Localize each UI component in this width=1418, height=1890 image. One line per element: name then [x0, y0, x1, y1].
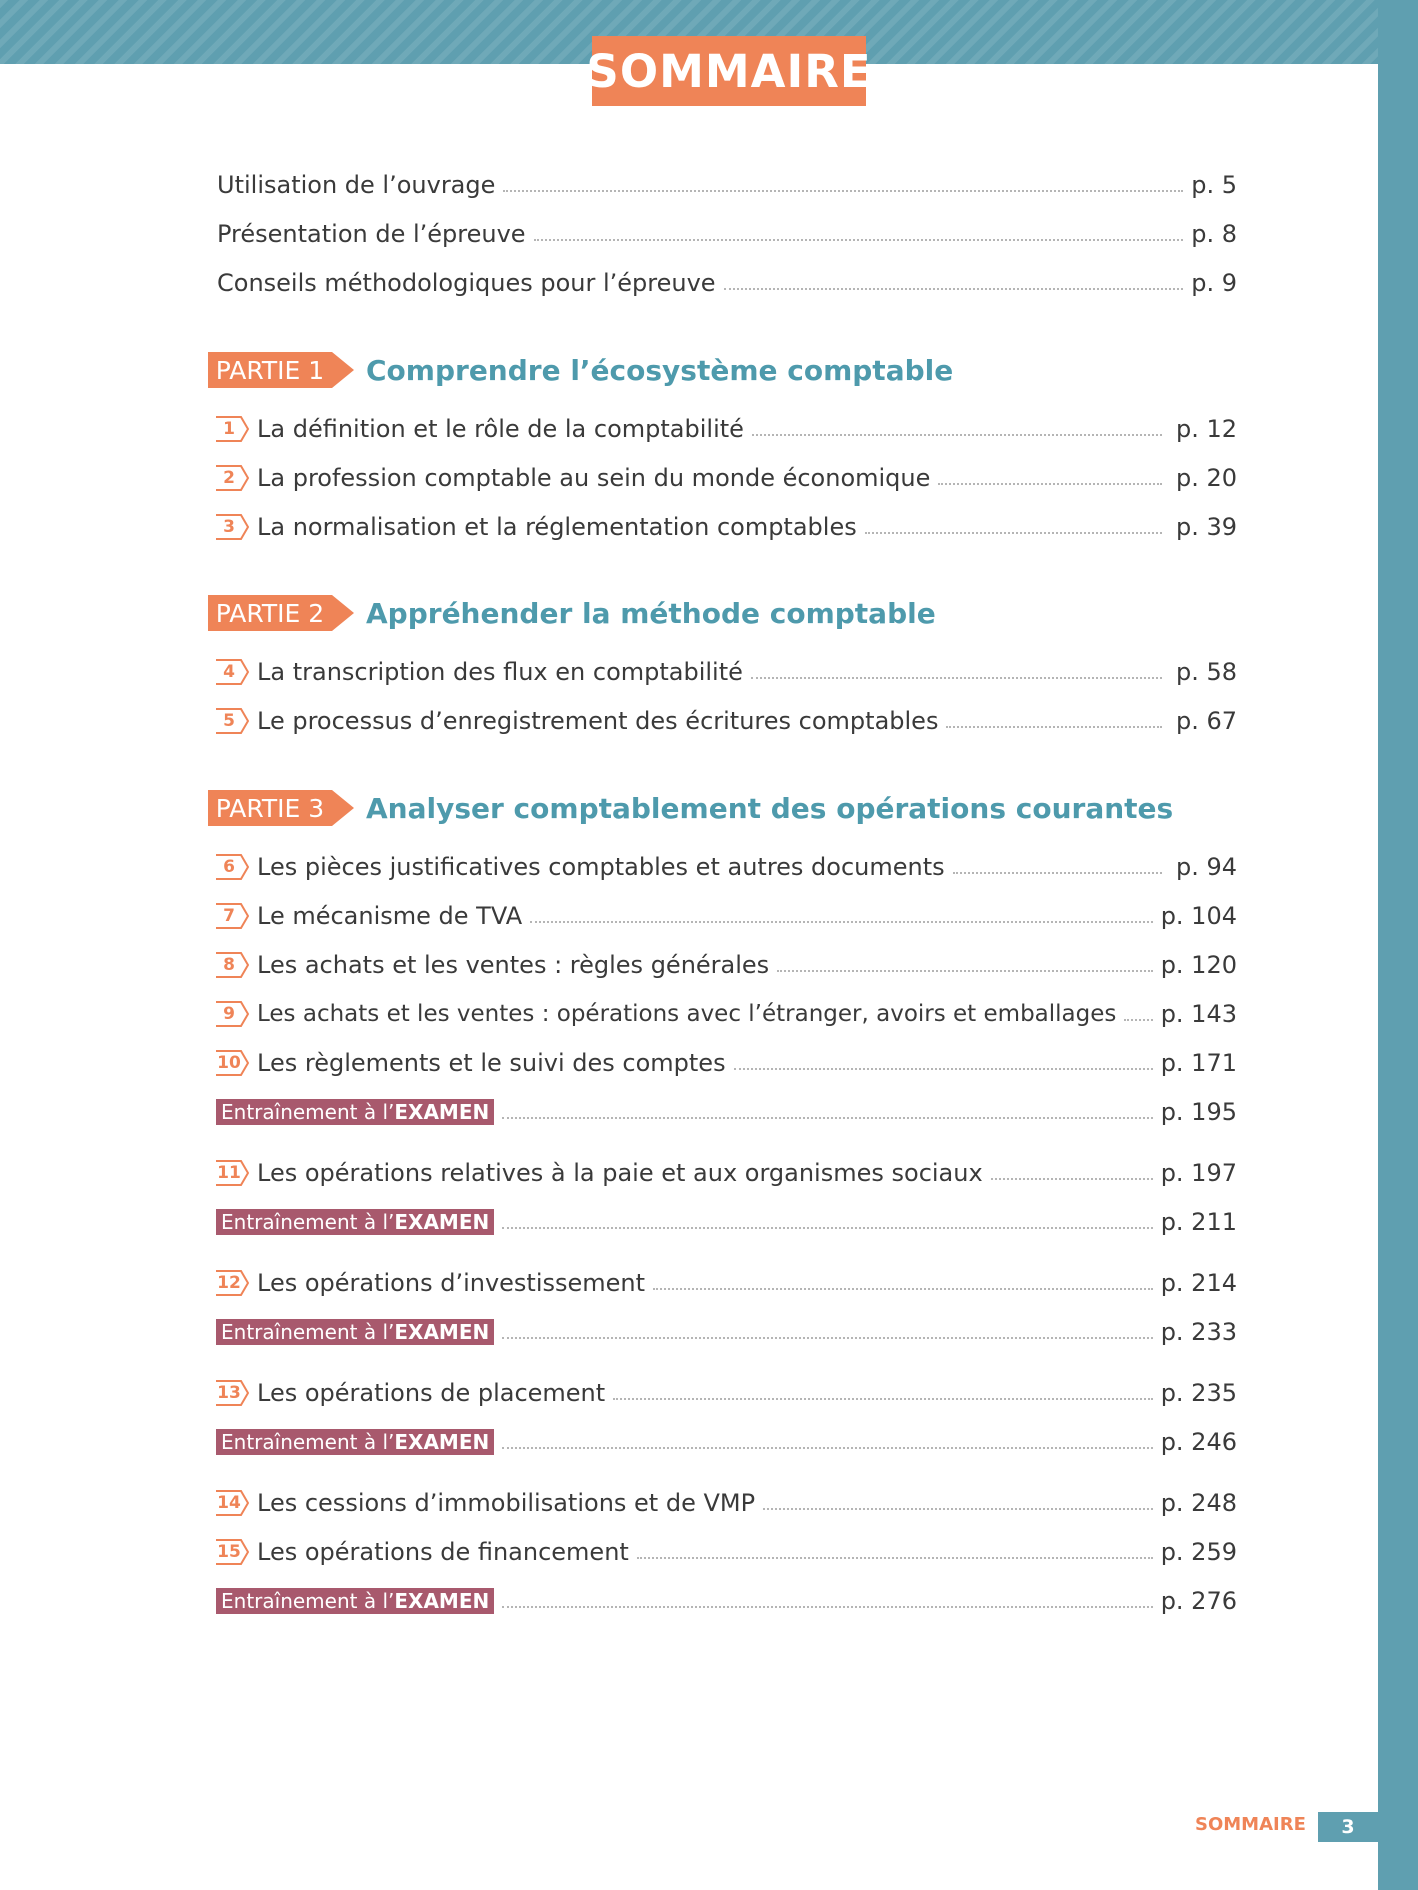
dot-leader — [502, 1116, 1152, 1119]
dot-leader — [502, 1226, 1152, 1229]
toc-entry-intro[interactable] — [217, 266, 1237, 298]
chapter-number-badge: 3 — [215, 514, 249, 540]
toc-entry-intro[interactable] — [217, 217, 1237, 249]
exam-badge: Entraînement à l’EXAMEN — [216, 1319, 494, 1345]
toc-entry-label: Les pièces justificatives comptables et autres documents — [257, 853, 945, 881]
toc-entry-chapter[interactable] — [215, 948, 1237, 980]
toc-entry-exam[interactable] — [216, 1095, 1237, 1127]
toc-entry-page: p. 143 — [1160, 1000, 1237, 1028]
part-title: Comprendre l’écosystème comptable — [366, 353, 954, 387]
chapter-number-badge: 4 — [215, 659, 249, 685]
toc-entry-page: p. 246 — [1160, 1428, 1237, 1456]
dot-leader — [938, 482, 1162, 485]
exam-badge: Entraînement à l’EXAMEN — [216, 1209, 494, 1235]
chapter-number-badge: 7 — [215, 903, 249, 929]
part-tag — [208, 352, 354, 388]
part-tag-label: PARTIE 1 — [215, 355, 325, 385]
part-heading-3[interactable] — [208, 788, 1173, 828]
chapter-number-badge: 6 — [215, 854, 249, 880]
toc-entry-chapter[interactable] — [215, 655, 1237, 687]
toc-entry-exam[interactable] — [216, 1425, 1237, 1457]
dot-leader — [613, 1397, 1153, 1400]
exam-badge: Entraînement à l’EXAMEN — [216, 1099, 494, 1125]
toc-entry-chapter[interactable] — [215, 1046, 1237, 1078]
toc-entry-chapter[interactable] — [215, 1156, 1237, 1188]
dot-leader — [752, 433, 1162, 436]
dot-leader — [502, 1605, 1152, 1608]
dot-leader — [653, 1287, 1153, 1290]
toc-entry-label: Présentation de l’épreuve — [217, 220, 526, 248]
toc-entry-label: Conseils méthodologiques pour l’épreuve — [217, 269, 716, 297]
toc-entry-label: La normalisation et la réglementation comptables — [257, 513, 857, 541]
toc-entry-label: Les opérations de financement — [257, 1538, 629, 1566]
toc-entry-page: p. 259 — [1160, 1538, 1237, 1566]
part-heading-2[interactable] — [208, 593, 936, 633]
toc-entry-label: Les achats et les ventes : règles générales — [257, 951, 770, 979]
dot-leader — [865, 531, 1162, 534]
toc-entry-page: p. 58 — [1175, 658, 1237, 686]
toc-entry-label: Les cessions d’immobilisations et de VMP — [257, 1489, 756, 1517]
chapter-number-badge: 9 — [215, 1001, 249, 1027]
chapter-number-badge: 8 — [215, 952, 249, 978]
toc-entry-page: p. 195 — [1160, 1098, 1237, 1126]
toc-entry-label: Les opérations d’investissement — [257, 1269, 646, 1297]
chapter-number-badge: 14 — [215, 1490, 249, 1516]
toc-entry-chapter[interactable] — [215, 1376, 1237, 1408]
dot-leader — [502, 1446, 1152, 1449]
part-tag-label: PARTIE 2 — [215, 598, 325, 628]
toc-entry-chapter[interactable] — [215, 1486, 1237, 1518]
part-tag — [208, 790, 354, 826]
toc-entry-label: Utilisation de l’ouvrage — [217, 171, 496, 199]
part-title: Analyser comptablement des opérations courantes — [366, 791, 1174, 825]
toc-entry-page: p. 94 — [1175, 853, 1237, 881]
part-tag-label: PARTIE 3 — [215, 793, 325, 823]
dot-leader — [530, 920, 1153, 923]
chapter-number-badge: 15 — [215, 1539, 249, 1565]
dot-leader — [1124, 1018, 1152, 1021]
toc-entry-page: p. 197 — [1160, 1159, 1237, 1187]
toc-entry-page: p. 211 — [1160, 1208, 1237, 1236]
toc-entry-exam[interactable] — [216, 1315, 1237, 1347]
toc-entry-page: p. 233 — [1160, 1318, 1237, 1346]
toc-entry-label: Les opérations de placement — [257, 1379, 606, 1407]
toc-entry-page: p. 9 — [1191, 269, 1237, 297]
toc-entry-chapter[interactable] — [215, 899, 1237, 931]
toc-entry-page: p. 235 — [1160, 1379, 1237, 1407]
toc-entry-page: p. 20 — [1175, 464, 1237, 492]
toc-entry-page: p. 8 — [1191, 220, 1237, 248]
page-title: SOMMAIRE — [592, 36, 866, 106]
dot-leader — [534, 238, 1184, 241]
dot-leader — [637, 1556, 1153, 1559]
toc-entry-page: p. 39 — [1175, 513, 1237, 541]
toc-entry-page: p. 67 — [1175, 707, 1237, 735]
toc-entry-page: p. 12 — [1175, 415, 1237, 443]
toc-entry-label: La transcription des flux en comptabilité — [257, 658, 743, 686]
toc-entry-chapter[interactable] — [215, 1266, 1237, 1298]
toc-entry-label: La définition et le rôle de la comptabilité — [257, 415, 744, 443]
dot-leader — [763, 1507, 1153, 1510]
toc-entry-label: Le mécanisme de TVA — [257, 902, 523, 930]
dot-leader — [734, 1067, 1153, 1070]
toc-entry-page: p. 5 — [1191, 171, 1237, 199]
toc-entry-chapter[interactable] — [215, 412, 1237, 444]
dot-leader — [503, 189, 1183, 192]
toc-entry-page: p. 104 — [1160, 902, 1237, 930]
page-number: 3 — [1318, 1812, 1378, 1842]
dot-leader — [777, 969, 1153, 972]
toc-entry-page: p. 171 — [1160, 1049, 1237, 1077]
toc-entry-page: p. 120 — [1160, 951, 1237, 979]
chapter-number-badge: 11 — [215, 1160, 249, 1186]
toc-entry-chapter[interactable] — [215, 1535, 1237, 1567]
toc-entry-intro[interactable] — [217, 168, 1237, 200]
footer-label: SOMMAIRE — [1195, 1814, 1306, 1835]
part-heading-1[interactable] — [208, 350, 953, 390]
toc-entry-label: Les opérations relatives à la paie et aux organismes sociaux — [257, 1159, 983, 1187]
chapter-number-badge: 12 — [215, 1270, 249, 1296]
chapter-number-badge: 1 — [215, 416, 249, 442]
chapter-number-badge: 13 — [215, 1380, 249, 1406]
toc-entry-chapter[interactable] — [215, 997, 1237, 1029]
toc-entry-chapter[interactable] — [215, 510, 1237, 542]
dot-leader — [724, 287, 1184, 290]
toc-entry-label: La profession comptable au sein du monde économique — [257, 464, 931, 492]
toc-entry-chapter[interactable] — [215, 704, 1237, 736]
dot-leader — [946, 725, 1162, 728]
toc-entry-exam[interactable] — [216, 1584, 1237, 1616]
dot-leader — [953, 871, 1162, 874]
toc-entry-label: Les achats et les ventes : opérations avec l’étranger, avoirs et emballages — [257, 1001, 1117, 1027]
chapter-number-badge: 10 — [215, 1050, 249, 1076]
toc-entry-page: p. 214 — [1160, 1269, 1237, 1297]
exam-badge: Entraînement à l’EXAMEN — [216, 1429, 494, 1455]
toc-entry-label: Les règlements et le suivi des comptes — [257, 1049, 726, 1077]
part-tag — [208, 595, 354, 631]
part-title: Appréhender la méthode comptable — [366, 596, 936, 630]
chapter-number-badge: 5 — [215, 708, 249, 734]
exam-badge: Entraînement à l’EXAMEN — [216, 1588, 494, 1614]
toc-entry-page: p. 276 — [1160, 1587, 1237, 1615]
right-decorative-band — [1378, 0, 1418, 1890]
toc-entry-label: Le processus d’enregistrement des écritures comptables — [257, 707, 939, 735]
dot-leader — [751, 676, 1162, 679]
dot-leader — [991, 1177, 1153, 1180]
toc-entry-page: p. 248 — [1160, 1489, 1237, 1517]
toc-entry-exam[interactable] — [216, 1205, 1237, 1237]
toc-entry-chapter[interactable] — [215, 850, 1237, 882]
dot-leader — [502, 1336, 1152, 1339]
toc-entry-chapter[interactable] — [215, 461, 1237, 493]
chapter-number-badge: 2 — [215, 465, 249, 491]
